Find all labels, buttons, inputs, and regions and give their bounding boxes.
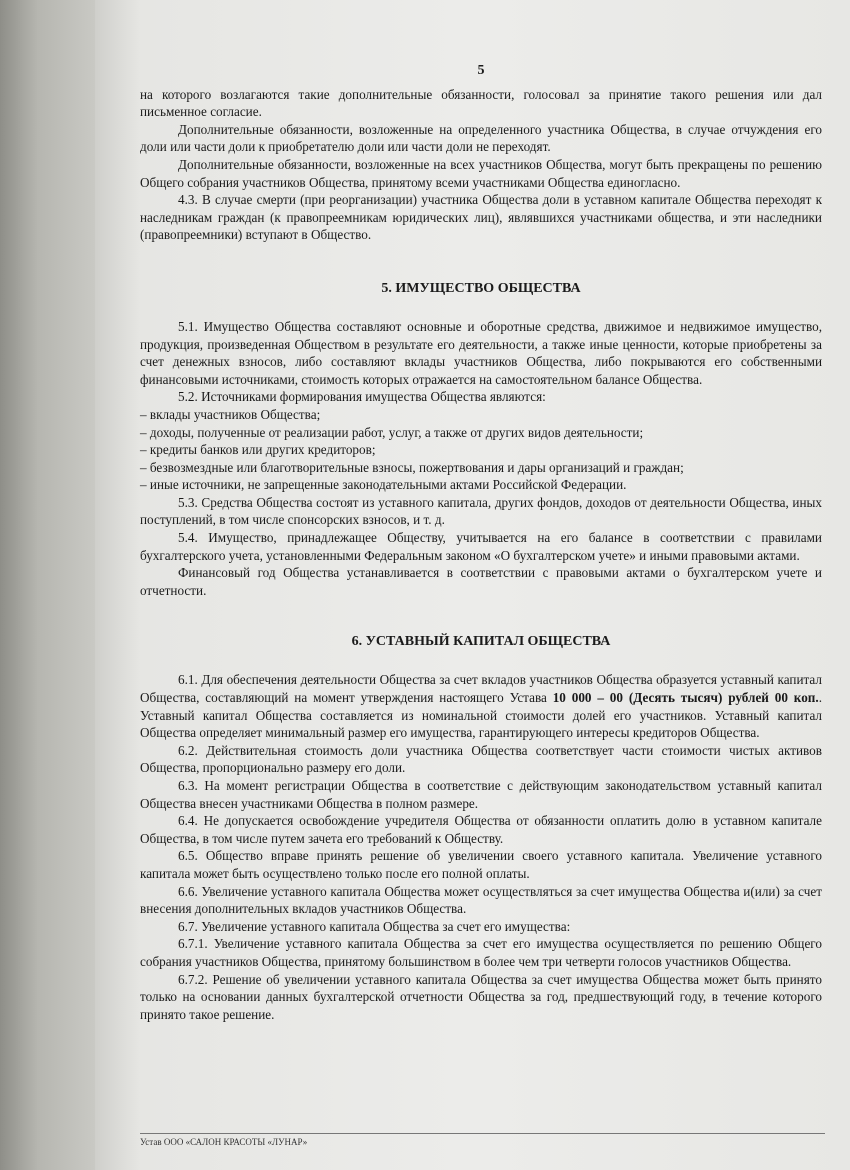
paragraph: 6.2. Действительная стоимость доли участника Общества соответствует части стоимости чистых активов Общества, пропорционально размеру его доли. — [140, 742, 822, 776]
paragraph: 6.4. Не допускается освобождение учредителя Общества от обязанности оплатить долю в уставном капитале Общества, в том числе путем зачета его требований к Обществу. — [140, 813, 822, 846]
paragraph: 4.3. В случае смерти (при реорганизации) участника Общества доли в уставном капитале Общества переходят к наследникам граждан (к правопреемникам юридических лиц), являвшихся участниками общества, и эти наследники (правопреемники) вступают в Общество. — [140, 192, 822, 243]
capital-amount: 10 000 – 00 (Десять тысяч) рублей 00 коп. — [552, 690, 819, 706]
section-heading: 6. УСТАВНЫЙ КАПИТАЛ ОБЩЕСТВА — [351, 634, 611, 650]
paragraph: 6.7. Увеличение уставного капитала Общества за счет его имущества: — [178, 918, 571, 934]
list-item: – безвозмездные или благотворительные взносы, пожертвования и дары организаций и граждан; — [140, 459, 684, 475]
paragraph: на которого возлагаются такие дополнительные обязанности, голосовал за принятие такого решения или дал письменное согласие. — [140, 86, 822, 120]
paragraph: 5.4. Имущество, принадлежащее Обществу, учитывается на его балансе в соответствии с правилами бухгалтерского учета, установленными Федеральным законом «О бухгалтерском учете» и иными правовыми актами. — [140, 530, 822, 563]
paragraph: 6.6. Увеличение уставного капитала Общества может осуществляться за счет имущества Общества и(или) за счет внесения дополнительных вкладов участников Общества. — [140, 883, 822, 917]
paragraph: 5.1. Имущество Общества составляют основные и оборотные средства, движимое и недвижимое имущество, продукция, произведенная Обществом в результате его деятельности, а также иные ценности, которые приобретены за счет денежных взносов, либо составляют вклады участников Общества, либо покрываются его собственными финансовыми источниками, стоимость которых отражается на самостоятельном балансе Общества. — [140, 318, 822, 387]
paragraph: Дополнительные обязанности, возложенные на всех участников Общества, могут быть прекращены по решению Общего собрания участников Общества, принятому всеми участниками Общества единогласно. — [140, 156, 822, 190]
list-item: – иные источники, не запрещенные законодательными актами Российской Федерации. — [140, 477, 627, 493]
page-footer: Устав ООО «САЛОН КРАСОТЫ «ЛУНАР» — [140, 1133, 825, 1147]
list-item: – кредиты банков или других кредиторов; — [140, 442, 376, 458]
paragraph: 6.5. Общество вправе принять решение об увеличении своего уставного капитала. Увеличение уставного капитала может быть осуществлено только после его полной оплаты. — [140, 848, 822, 881]
scan-shadow-edge — [0, 0, 95, 1170]
document-page — [95, 0, 850, 1170]
paragraph: Дополнительные обязанности, возложенные на определенного участника Общества, в случае отчуждения его доли или части доли к приобретателю доли или части доли не переходят. — [140, 121, 822, 155]
section-heading: 5. ИМУЩЕСТВО ОБЩЕСТВА — [381, 280, 581, 296]
paragraph: 6.3. На момент регистрации Общества в соответствие с действующим законодательством уставный капитал Общества внесен участниками Общества в полном размере. — [140, 778, 822, 811]
text-run: 6.1. Для обеспечения деятельности Общества за счет вкладов участников Общества образуется уставный капитал Общества, составляющий на момент утверждения настоящего Устава — [140, 672, 822, 706]
paragraph — [140, 671, 822, 741]
paragraph: 6.7.1. Увеличение уставного капитала Общества за счет его имущества осуществляется по решению Общего собрания участников Общества, принятому большинством в более чем три четверти голосов участников Общества. — [140, 936, 822, 969]
page-number: 5 — [477, 63, 485, 78]
list-item: – вклады участников Общества; — [140, 406, 321, 422]
paragraph: Финансовый год Общества устанавливается в соответствии с правовыми актами о бухгалтерском учете и отчетности. — [140, 565, 822, 598]
paragraph: 5.2. Источниками формирования имущества Общества являются: — [178, 389, 546, 405]
text-run: . Уставный капитал Общества составляется из номинальной стоимости долей его участников. Уставный капитал Общества определяет минимальный размер его имущества, гарантирующего интересы кредиторов Общества. — [140, 690, 822, 741]
paragraph: 5.3. Средства Общества состоят из уставного капитала, других фондов, доходов от деятельности Общества, иных поступлений, в том числе спонсорских взносов, и т. д. — [140, 494, 822, 528]
paragraph: 6.7.2. Решение об увеличении уставного капитала Общества за счет имущества Общества может быть принято только на основании данных бухгалтерской отчетности Общества за год, предшествующий году, в течение которого принято такое решение. — [140, 971, 822, 1022]
list-item: – доходы, полученные от реализации работ, услуг, а также от других видов деятельности; — [140, 424, 644, 440]
page-content — [140, 62, 822, 1023]
